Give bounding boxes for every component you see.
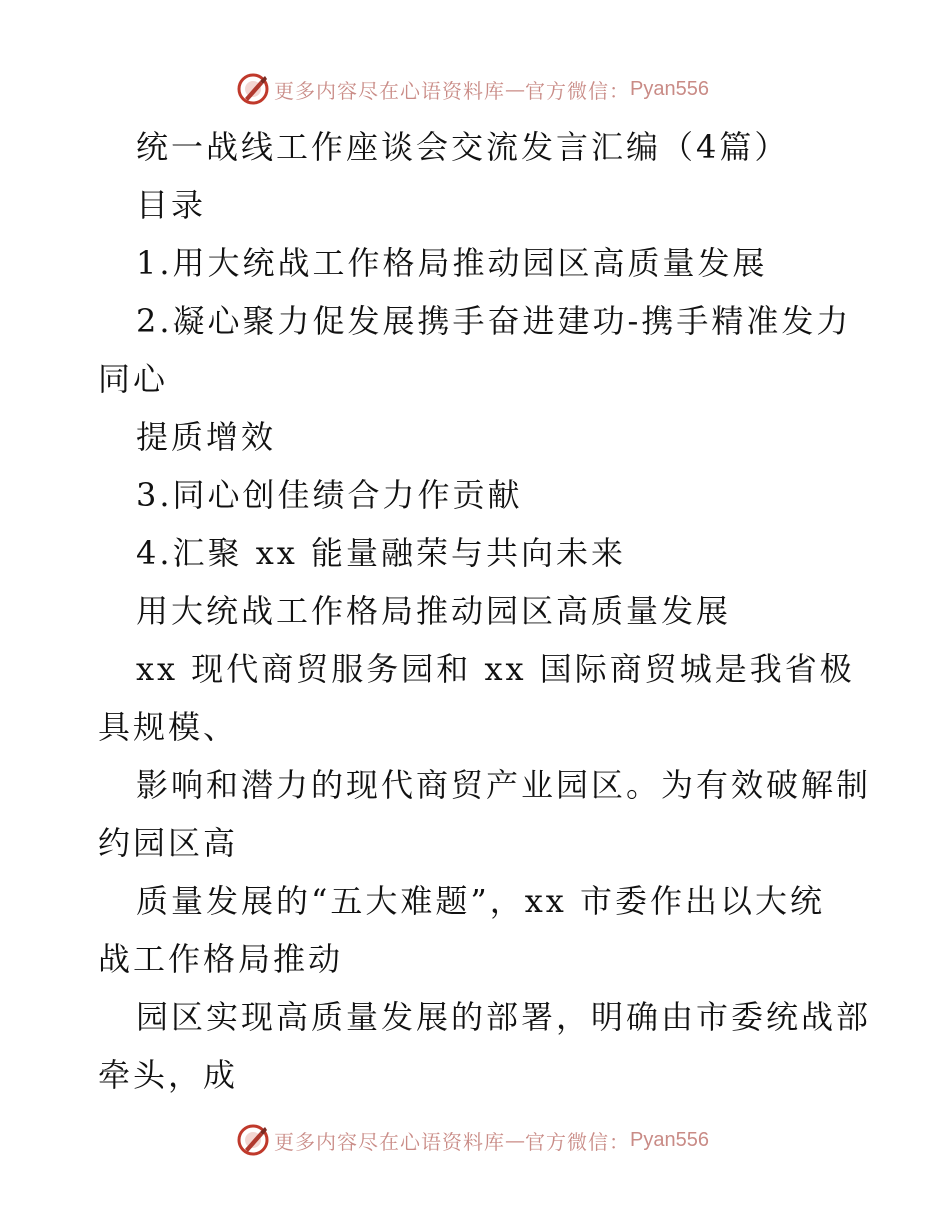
watermark-wechat-id: Pyan556: [630, 77, 709, 100]
watermark-official: 官方微信：: [525, 78, 630, 103]
toc-item-4: 4.汇聚 xx 能量融荣与共向未来: [136, 534, 626, 572]
body-line: 质量发展的“五大难题”，xx 市委作出以大统: [136, 882, 825, 920]
body-line: xx 现代商贸服务园和 xx 国际商贸城是我省极: [136, 650, 855, 688]
toc-item-2: 2.凝心聚力促发展携手奋进建功-携手精准发力: [136, 302, 852, 340]
document-title: 统一战线工作座谈会交流发言汇编（4篇）: [136, 128, 790, 166]
toc-heading: 目录: [136, 186, 207, 224]
body-line: 牵头，成: [98, 1056, 239, 1094]
watermark-dash: —: [505, 77, 525, 101]
watermark-header: [236, 72, 709, 106]
watermark-wechat-id: Pyan556: [630, 1128, 709, 1151]
body-line: 具规模、: [98, 708, 239, 746]
body-line: 战工作格局推动: [98, 940, 344, 978]
toc-item-2-continued: 同心: [98, 360, 169, 398]
toc-item-2-subline: 提质增效: [136, 418, 277, 456]
watermark-text: 更多内容尽在心语资料库: [274, 78, 505, 103]
watermark-dash: —: [505, 1128, 525, 1152]
watermark-footer: [236, 1123, 709, 1157]
toc-item-3: 3.同心创佳绩合力作贡献: [136, 476, 523, 514]
watermark-official: 官方微信：: [525, 1129, 630, 1154]
body-line: 影响和潜力的现代商贸产业园区。为有效破解制: [136, 766, 872, 804]
section-title: 用大统战工作格局推动园区高质量发展: [136, 592, 732, 630]
body-line: 约园区高: [98, 824, 239, 862]
toc-item-1: 1.用大统战工作格局推动园区高质量发展: [136, 244, 768, 282]
watermark-text: 更多内容尽在心语资料库: [274, 1129, 505, 1154]
watermark-logo-icon: [236, 72, 270, 106]
watermark-logo-icon: [236, 1123, 270, 1157]
document-body: [98, 118, 872, 1104]
body-line: 园区实现高质量发展的部署，明确由市委统战部: [136, 998, 872, 1036]
